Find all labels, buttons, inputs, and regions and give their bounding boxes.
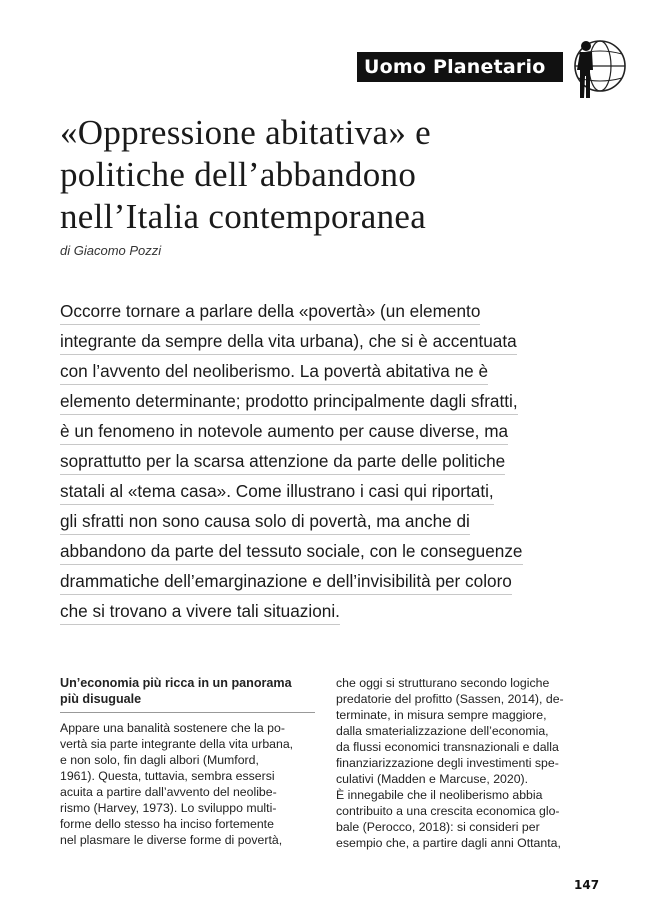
abstract-line: statali al «tema casa». Come illustrano i casi qui riportati, (60, 476, 580, 506)
abstract-line: con l’avvento del neoliberismo. La povertà abitativa ne è (60, 356, 580, 386)
body-paragraph: È innegabile che il neoliberismo abbia contribuito a una crescita economica glo- bale (Perocco, 2018): si consideri per esempio che, a partire dagli anni Ottanta, (336, 788, 561, 850)
title-line: politiche dell’abbandono (60, 155, 417, 194)
right-column (336, 675, 591, 851)
abstract-line: integrante da sempre della vita urbana), che si è accentuata (60, 326, 580, 356)
abstract-line: che si trovano a vivere tali situazioni. (60, 596, 580, 626)
abstract-line: abbandono da parte del tessuto sociale, con le conseguenze (60, 536, 580, 566)
section-heading: Un’economia più ricca in un panorama più disuguale (60, 675, 315, 713)
page-number: 147 (574, 878, 600, 892)
abstract-line: soprattutto per la scarsa attenzione da parte delle politiche (60, 446, 580, 476)
title-line: «Oppressione abitativa» e (60, 113, 432, 152)
left-column (60, 675, 315, 848)
body-paragraph: Appare una banalità sostenere che la po- vertà sia parte integrante della vita urbana, e non solo, fin dagli albori (Mumford, 1961). Questa, tuttavia, sembra essersi acuita a partire dall’avvento del neolibe- rismo (Harvey, 1973). Lo sviluppo multi- forme dello stesso ha inciso fortemente nel plasmare le diverse forme di povertà, (60, 721, 294, 847)
globe-man-icon (566, 36, 626, 102)
article-title (60, 112, 630, 238)
abstract-line: gli sfratti non sono causa solo di povertà, ma anche di (60, 506, 580, 536)
body-paragraph: che oggi si strutturano secondo logiche predatorie del profitto (Sassen, 2014), de- terminate, in misura sempre maggiore, dalla smaterializzazione dell’economia, da flussi economici transnazionali e dalla finanziarizzazione degli investimenti spe- culativi (Madden e Marcuse, 2020). (336, 676, 564, 786)
title-line: nell’Italia contemporanea (60, 197, 427, 236)
abstract-line: elemento determinante; prodotto principalmente dagli sfratti, (60, 386, 580, 416)
author-byline: di Giacomo Pozzi (60, 243, 162, 258)
abstract-line: Occorre tornare a parlare della «povertà» (un elemento (60, 296, 580, 326)
section-badge: Uomo Planetario (357, 52, 563, 82)
article-abstract (60, 296, 580, 626)
abstract-line: drammatiche dell’emarginazione e dell’invisibilità per coloro (60, 566, 580, 596)
abstract-line: è un fenomeno in notevole aumento per cause diverse, ma (60, 416, 580, 446)
